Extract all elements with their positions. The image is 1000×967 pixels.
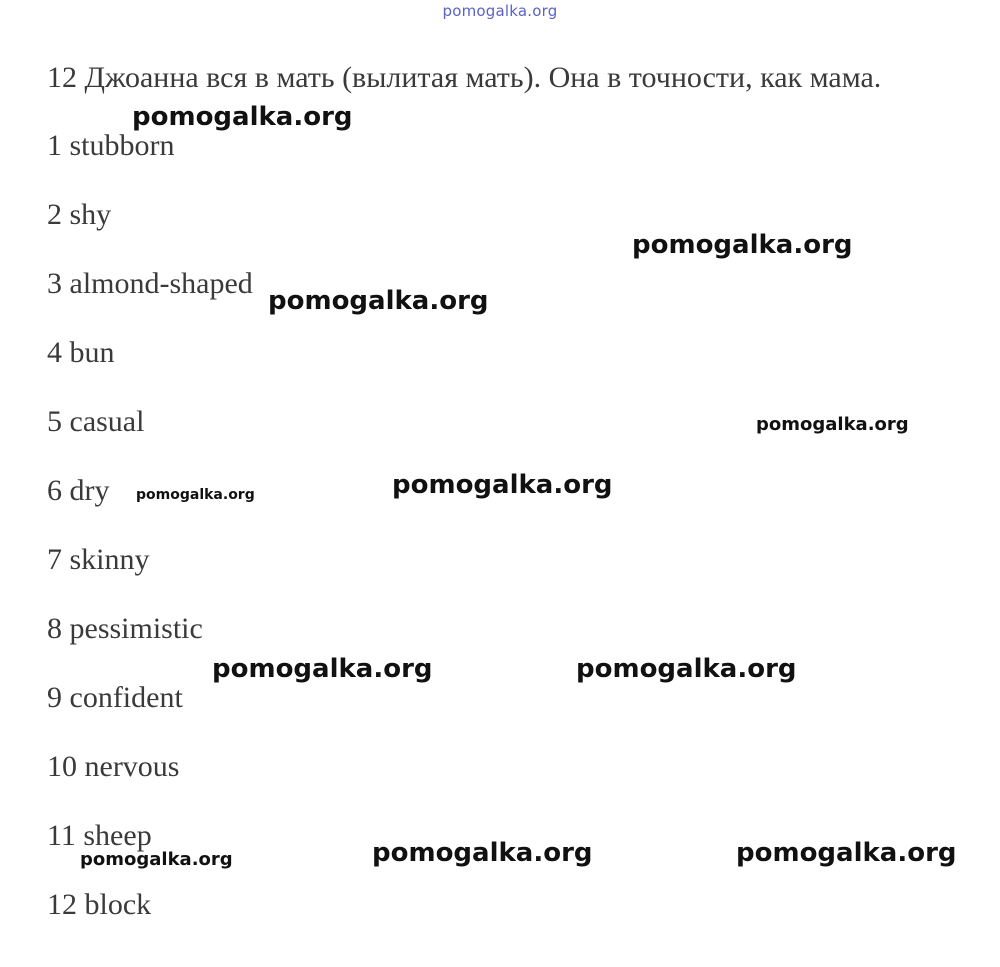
watermark: pomogalka.org	[136, 487, 255, 503]
intro-sentence: 12 Джоанна вся в мать (вылитая мать). Она в точности, как мама.	[47, 61, 882, 94]
answer-line: 9 confident	[47, 681, 183, 714]
watermark: pomogalka.org	[80, 849, 233, 870]
watermark: pomogalka.org	[576, 654, 797, 684]
watermark: pomogalka.org	[392, 470, 613, 500]
answer-line: 4 bun	[47, 336, 115, 369]
answer-line: 1 stubborn	[47, 129, 175, 162]
answer-line: 10 nervous	[47, 750, 180, 783]
answer-line: 2 shy	[47, 198, 112, 231]
answer-line: 7 skinny	[47, 543, 150, 576]
answer-line: 11 sheep	[47, 819, 152, 852]
watermark: pomogalka.org	[736, 838, 957, 868]
answer-line: 5 casual	[47, 405, 145, 438]
watermark: pomogalka.org	[632, 230, 853, 260]
watermark: pomogalka.org	[372, 838, 593, 868]
watermark: pomogalka.org	[268, 286, 489, 316]
answer-line: 8 pessimistic	[47, 612, 203, 645]
answer-line: 12 block	[47, 888, 152, 921]
answer-line: 3 almond-shaped	[47, 267, 253, 300]
header-watermark: pomogalka.org	[442, 2, 558, 20]
watermark: pomogalka.org	[756, 414, 909, 435]
watermark: pomogalka.org	[132, 102, 353, 132]
answer-line: 6 dry	[47, 474, 110, 507]
watermark: pomogalka.org	[212, 654, 433, 684]
